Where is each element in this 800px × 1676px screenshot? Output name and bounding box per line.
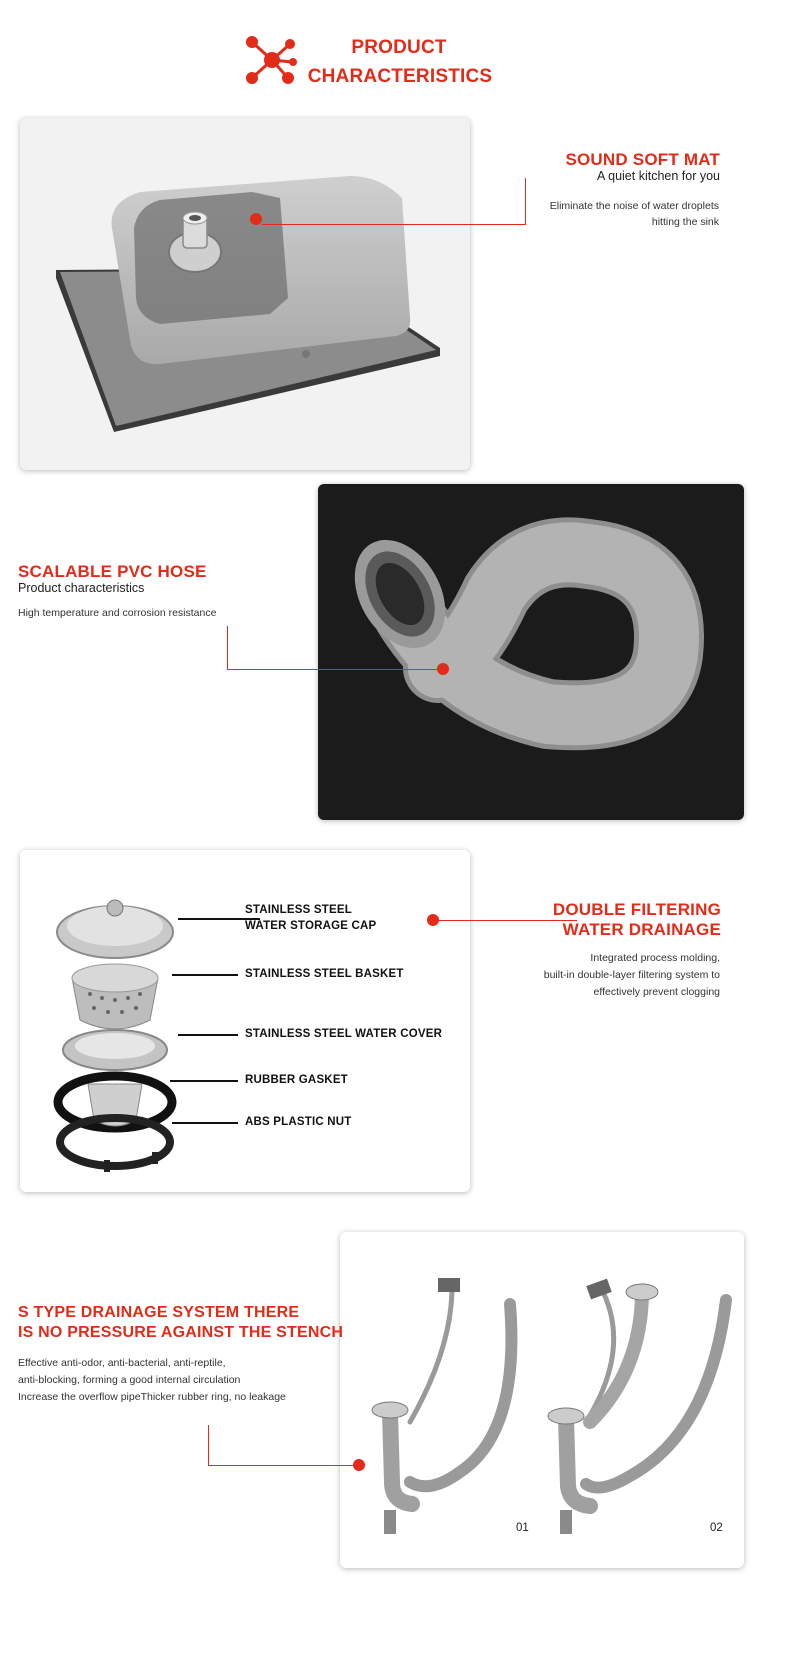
variant-label-02: 02 [710, 1522, 723, 1534]
hose-callout-line-v [227, 626, 228, 670]
sink-image [20, 118, 470, 470]
strainer-parts-card [20, 850, 470, 1192]
hose-subtitle: Product characteristics [18, 581, 145, 595]
strainer-parts-image [50, 870, 190, 1180]
mat-callout-dot [250, 213, 262, 225]
stype-desc-3: Increase the overflow pipeThicker rubber ring, no leakage [18, 1391, 286, 1403]
stype-desc-1: Effective anti-odor, anti-bacterial, anti-reptile, [18, 1357, 226, 1369]
filter-desc-3: effectively prevent clogging [593, 986, 720, 998]
filter-desc-2: built-in double-layer filtering system to [543, 969, 720, 981]
hose-image-card [318, 484, 744, 820]
filter-callout-line [437, 920, 577, 921]
mat-desc-1: Eliminate the noise of water droplets [549, 200, 719, 212]
filter-title-2: WATER DRAINAGE [562, 920, 721, 939]
part-label-nut: ABS PLASTIC NUT [245, 1116, 352, 1128]
part-line-cover [178, 1034, 238, 1036]
stype-desc-2: anti-blocking, forming a good internal circulation [18, 1374, 241, 1386]
stype-callout-line-h [208, 1465, 354, 1466]
part-label-cap-1: STAINLESS STEEL [245, 904, 352, 916]
stype-image [340, 1232, 744, 1568]
mat-callout-line-h [262, 224, 526, 225]
header-line-2: CHARACTERISTICS [307, 66, 493, 87]
part-label-basket: STAINLESS STEEL BASKET [245, 968, 404, 980]
mat-desc-2: hitting the sink [651, 216, 719, 228]
sink-image-card [20, 118, 470, 470]
hose-callout-line-h [227, 669, 437, 670]
part-label-gasket: RUBBER GASKET [245, 1074, 348, 1086]
filter-desc-1: Integrated process molding, [590, 952, 720, 964]
part-line-gasket [170, 1080, 238, 1082]
variant-label-01: 01 [516, 1522, 529, 1534]
stype-image-card [340, 1232, 744, 1568]
hose-desc-1: High temperature and corrosion resistance [18, 607, 217, 619]
mat-title: SOUND SOFT MAT [565, 150, 720, 169]
part-label-cap-2: WATER STORAGE CAP [245, 920, 377, 932]
part-line-nut [172, 1122, 238, 1124]
filter-title-1: DOUBLE FILTERING [552, 900, 721, 919]
hose-callout-dot [437, 663, 449, 675]
header-line-1: PRODUCT [351, 37, 447, 58]
molecule-icon [244, 34, 300, 86]
hose-title: SCALABLE PVC HOSE [18, 562, 207, 581]
stype-callout-line-v [208, 1425, 209, 1466]
mat-subtitle: A quiet kitchen for you [597, 169, 720, 183]
stype-title-1: S TYPE DRAINAGE SYSTEM THERE [18, 1304, 300, 1321]
part-line-basket [172, 974, 238, 976]
stype-callout-dot [353, 1459, 365, 1471]
stype-title-2: IS NO PRESSURE AGAINST THE STENCH [18, 1324, 344, 1341]
hose-image [318, 484, 744, 820]
part-label-cover: STAINLESS STEEL WATER COVER [245, 1028, 443, 1040]
mat-callout-line-v [525, 178, 526, 225]
